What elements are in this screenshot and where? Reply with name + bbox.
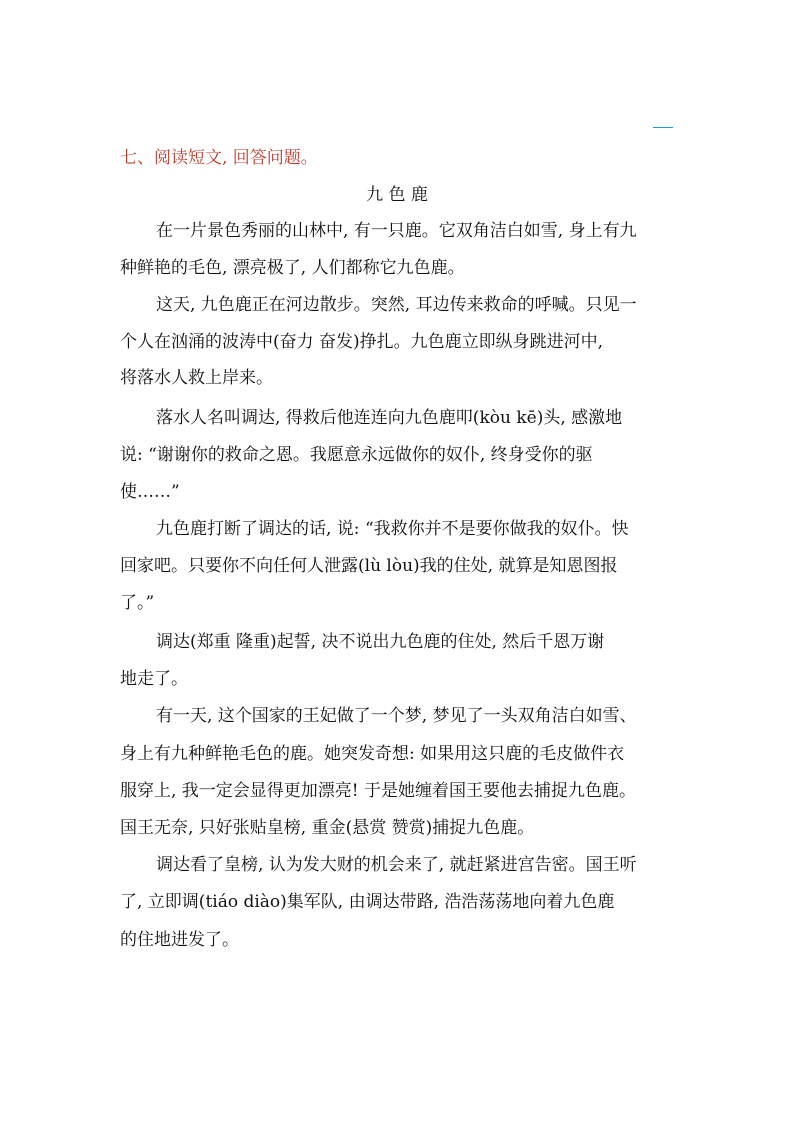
story-line: 了, 立即调(tiáo diào)集军队, 由调达带路, 浩浩荡荡地向着九色鹿 [120,892,615,912]
story-line: 将落水人救上岸来。 [120,368,273,388]
story-line: 个人在汹涌的波涛中(奋力 奋发)挣扎。九色鹿立即纵身跳进河中, [120,332,604,352]
section-heading: 七、阅读短文, 回答问题。 [120,148,318,168]
story-line: 回家吧。只要你不向任何人泄露(lù lòu)我的住处, 就算是知恩图报 [120,556,618,576]
story-line: 落水人名叫调达, 得救后他连连向九色鹿叩(kòu kē)头, 感激地 [156,408,623,428]
story-line: 的住地进发了。 [120,930,239,950]
story-title: 九 色 鹿 [366,185,428,205]
header-mark [653,127,673,128]
story-line: 说: “谢谢你的救命之恩。我愿意永远做你的奴仆, 终身受你的驱 [120,445,593,465]
story-line: 服穿上, 我一定会显得更加漂亮! 于是她缠着国王要他去捕捉九色鹿。 [120,781,637,801]
story-line: 地走了。 [120,669,188,689]
story-line: 国王无奈, 只好张贴皇榜, 重金(悬赏 赞赏)捕捉九色鹿。 [120,818,535,838]
story-line: 调达(郑重 隆重)起誓, 决不说出九色鹿的住处, 然后千恩万谢 [156,632,605,652]
story-line: 在一片景色秀丽的山林中, 有一只鹿。它双角洁白如雪, 身上有九 [156,221,637,241]
story-line: 调达看了皇榜, 认为发大财的机会来了, 就赶紧进宫告密。国王听 [156,855,637,875]
story-line: 九色鹿打断了调达的话, 说: “我救你并不是要你做我的奴仆。快 [156,519,629,539]
story-line: 这天, 九色鹿正在河边散步。突然, 耳边传来救命的呼喊。只见一 [156,295,637,315]
story-line: 了。” [120,593,155,613]
story-line: 有一天, 这个国家的王妃做了一个梦, 梦见了一头双角洁白如雪、 [156,706,637,726]
story-line: 种鲜艳的毛色, 漂亮极了, 人们都称它九色鹿。 [120,258,465,278]
story-line: 使……” [120,482,180,502]
story-line: 身上有九种鲜艳毛色的鹿。她突发奇想: 如果用这只鹿的毛皮做件衣 [120,744,625,764]
